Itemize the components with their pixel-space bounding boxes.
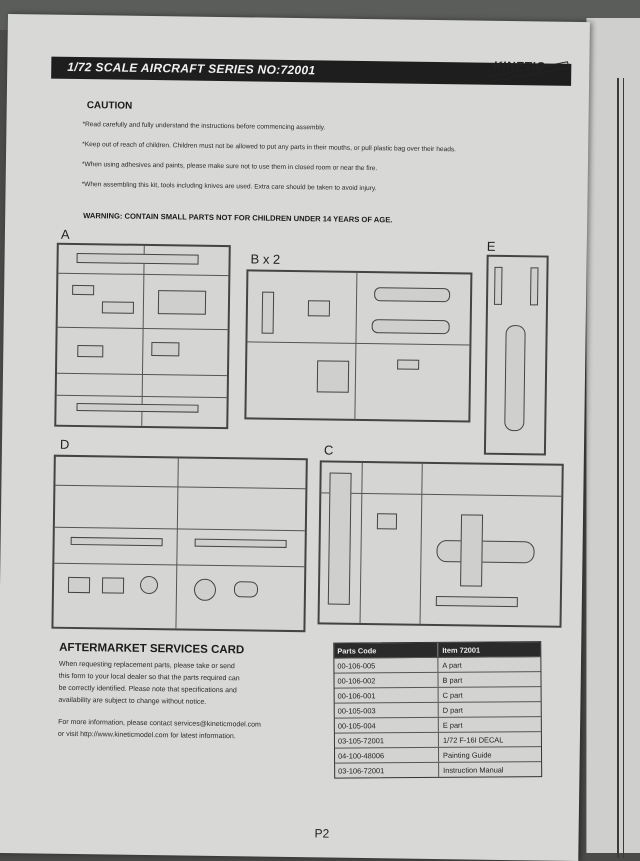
part-item: C part [442, 690, 463, 700]
table-header-item: Item 72001 [442, 645, 481, 655]
aftermarket-line: availability are subject to change without notice. [58, 696, 207, 706]
table-row [335, 702, 541, 718]
logo-sub: Model Kits [511, 72, 544, 80]
sprue-b-diagram [244, 269, 472, 422]
part-item: B part [442, 675, 463, 685]
part-item: Painting Guide [443, 750, 492, 760]
parts-code-table [333, 641, 542, 778]
part-item: A part [442, 660, 462, 670]
part-item: 1/72 F-16I DECAL [442, 734, 504, 745]
caution-heading: CAUTION [86, 100, 133, 112]
table-row [334, 672, 540, 688]
table-row [335, 762, 541, 777]
table-row [335, 732, 541, 748]
table-header-code: Parts Code [334, 643, 438, 658]
part-item: Instruction Manual [443, 764, 504, 775]
table-row [335, 747, 541, 763]
part-item: E part [442, 720, 463, 730]
sprue-b-label: B x 2 [250, 251, 281, 267]
logo-brand: KINETIC [493, 58, 545, 74]
part-code: 00-106-005 [334, 658, 438, 673]
aftermarket-line: For more information, please contact services@kineticmodel.com [58, 718, 261, 729]
sprue-d-diagram [51, 455, 307, 633]
caution-line: *Read carefully and fully understand the instructions before commencing assembly. [82, 121, 326, 132]
aftermarket-line: When requesting replacement parts, please take or send [58, 660, 235, 671]
sprue-e-diagram [484, 255, 549, 456]
table-header-row [334, 642, 540, 658]
caution-line: *Keep out of reach of children. Children must not be allowed to put any parts in their mouths, or pull plastic bag over their heads. [82, 141, 457, 154]
part-code: 00-105-003 [335, 703, 439, 718]
age-warning: WARNING: CONTAIN SMALL PARTS NOT FOR CHILDREN UNDER 14 YEARS OF AGE. [83, 211, 393, 225]
aftermarket-line: this form to your local dealer so that the parts required can [58, 672, 240, 683]
part-code: 03-106-72001 [335, 763, 439, 778]
facing-page-rule [617, 78, 619, 858]
sprue-a-label: A [60, 226, 70, 242]
sprue-a-diagram [54, 243, 231, 429]
facing-page-rule-thin [623, 78, 624, 858]
part-code: 03-105-72001 [335, 733, 439, 748]
part-code: 04-100-48006 [335, 748, 439, 763]
sprue-c-diagram [318, 460, 564, 627]
instruction-page [0, 14, 590, 861]
part-code: 00-105-004 [335, 718, 439, 733]
aftermarket-title: AFTERMARKET SERVICES CARD [59, 641, 245, 657]
series-title: 1/72 SCALE AIRCRAFT SERIES NO:72001 [67, 59, 316, 78]
caution-line: *When assembling this kit, tools including knives are used. Extra care should be taken to avoid injury. [81, 181, 377, 193]
sprue-c-label: C [323, 442, 334, 458]
table-row [335, 687, 541, 703]
part-code: 00-106-002 [334, 673, 438, 688]
kinetic-logo [487, 55, 571, 86]
facing-page [586, 18, 640, 853]
table-row [335, 717, 541, 733]
part-code: 00-106-001 [335, 688, 439, 703]
page-number: P2 [314, 826, 330, 841]
caution-line: *When using adhesives and paints, please make sure not to use them in closed room or near the fire. [81, 161, 378, 173]
aftermarket-line: or visit http://www.kineticmodel.com for latest information. [57, 730, 236, 741]
part-item: D part [442, 705, 463, 715]
table-row [334, 657, 540, 673]
sprue-e-label: E [486, 238, 496, 254]
sprue-d-label: D [59, 436, 70, 452]
aftermarket-line: be correctly identified. Please note that specifications and [58, 684, 237, 695]
